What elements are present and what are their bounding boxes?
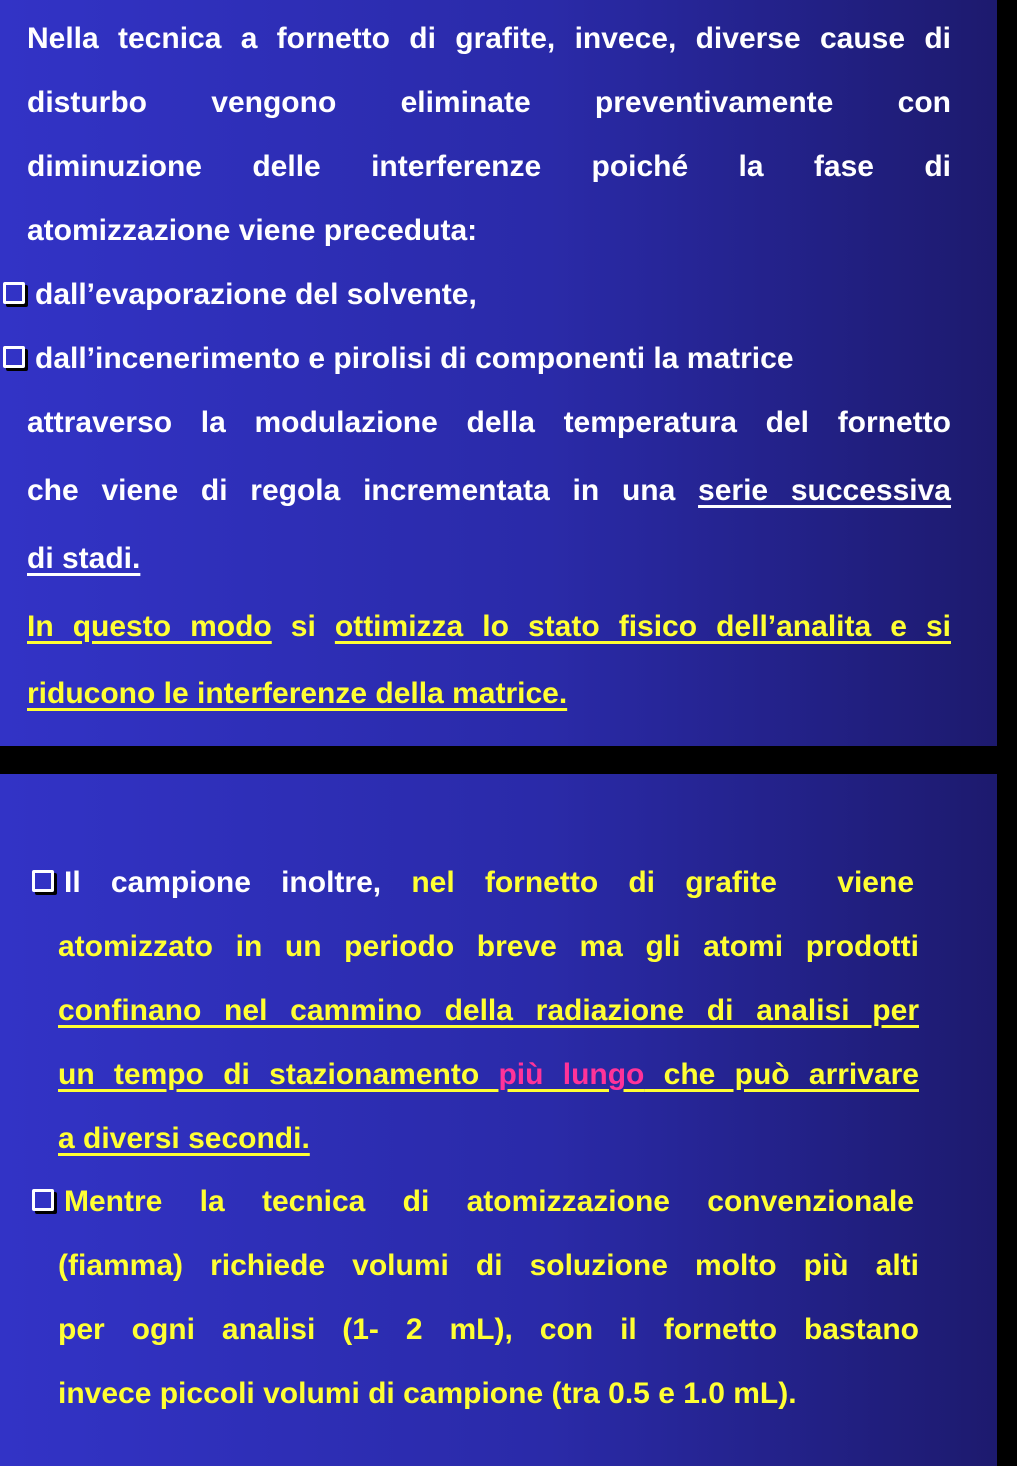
checkbox-bullet-icon: [32, 870, 54, 892]
paragraph-line: attraverso la modulazione della temperatura del fornetto: [27, 406, 951, 439]
paragraph-line: disturbo vengono eliminate preventivamente con: [27, 86, 951, 119]
text-plain: che viene di regola incrementata in una: [27, 474, 699, 507]
highlight-line: atomizzato in un periodo breve ma gli atomi prodotti: [58, 930, 919, 963]
underlined-text: ottimizza lo stato fisico dell’analita e si: [334, 610, 951, 643]
paragraph-line: [27, 541, 140, 577]
checkbox-bullet-icon: [3, 282, 25, 304]
highlight-line: (fiamma) richiede volumi di soluzione molto più alti: [58, 1249, 919, 1282]
paragraph-line: diminuzione delle interferenze poiché la fase di: [27, 150, 951, 183]
bullet-item: [32, 865, 914, 901]
slide-top: [0, 0, 997, 746]
bullet-text: dall’evaporazione del solvente,: [35, 278, 477, 311]
underlined-text: che può arrivare: [644, 1058, 919, 1091]
highlight-line: [58, 1121, 310, 1157]
underlined-text: confinano nel cammino della radiazione di analisi per: [58, 994, 919, 1027]
highlight-line: [27, 676, 567, 712]
underlined-text: a diversi secondi.: [58, 1122, 310, 1155]
bullet-text: Il campione inoltre,: [64, 866, 412, 899]
highlight-line: [58, 993, 919, 1029]
bullet-item: [32, 1184, 914, 1220]
slide-bottom: [0, 774, 997, 1466]
highlight-line: [58, 1057, 919, 1093]
underlined-text: un tempo di stazionamento: [58, 1058, 499, 1091]
bullet-item: [3, 277, 477, 313]
bullet-text: Mentre la tecnica di atomizzazione convenzionale: [64, 1185, 914, 1218]
bullet-text: dall’incenerimento e pirolisi di componenti la matrice: [35, 342, 794, 375]
underlined-text: In questo modo: [27, 610, 272, 643]
text-plain: si: [271, 610, 335, 643]
checkbox-bullet-icon: [3, 346, 25, 368]
highlight-text: nel fornetto di grafite viene: [411, 866, 915, 899]
highlight-line: [27, 609, 951, 645]
underlined-text: serie successiva: [698, 474, 951, 507]
pink-underlined-text: più lungo: [498, 1058, 645, 1091]
underlined-text: riducono le interferenze della matrice.: [27, 677, 568, 710]
paragraph-line: [27, 473, 951, 509]
highlight-line: per ogni analisi (1- 2 mL), con il fornetto bastano: [58, 1313, 919, 1346]
bullet-item: [3, 341, 794, 377]
paragraph-line: atomizzazione viene preceduta:: [27, 214, 478, 247]
paragraph-line: Nella tecnica a fornetto di grafite, invece, diverse cause di: [27, 22, 951, 55]
highlight-line: invece piccoli volumi di campione (tra 0.5 e 1.0 mL).: [58, 1377, 797, 1410]
underlined-text: di stadi.: [27, 542, 141, 575]
checkbox-bullet-icon: [32, 1189, 54, 1211]
